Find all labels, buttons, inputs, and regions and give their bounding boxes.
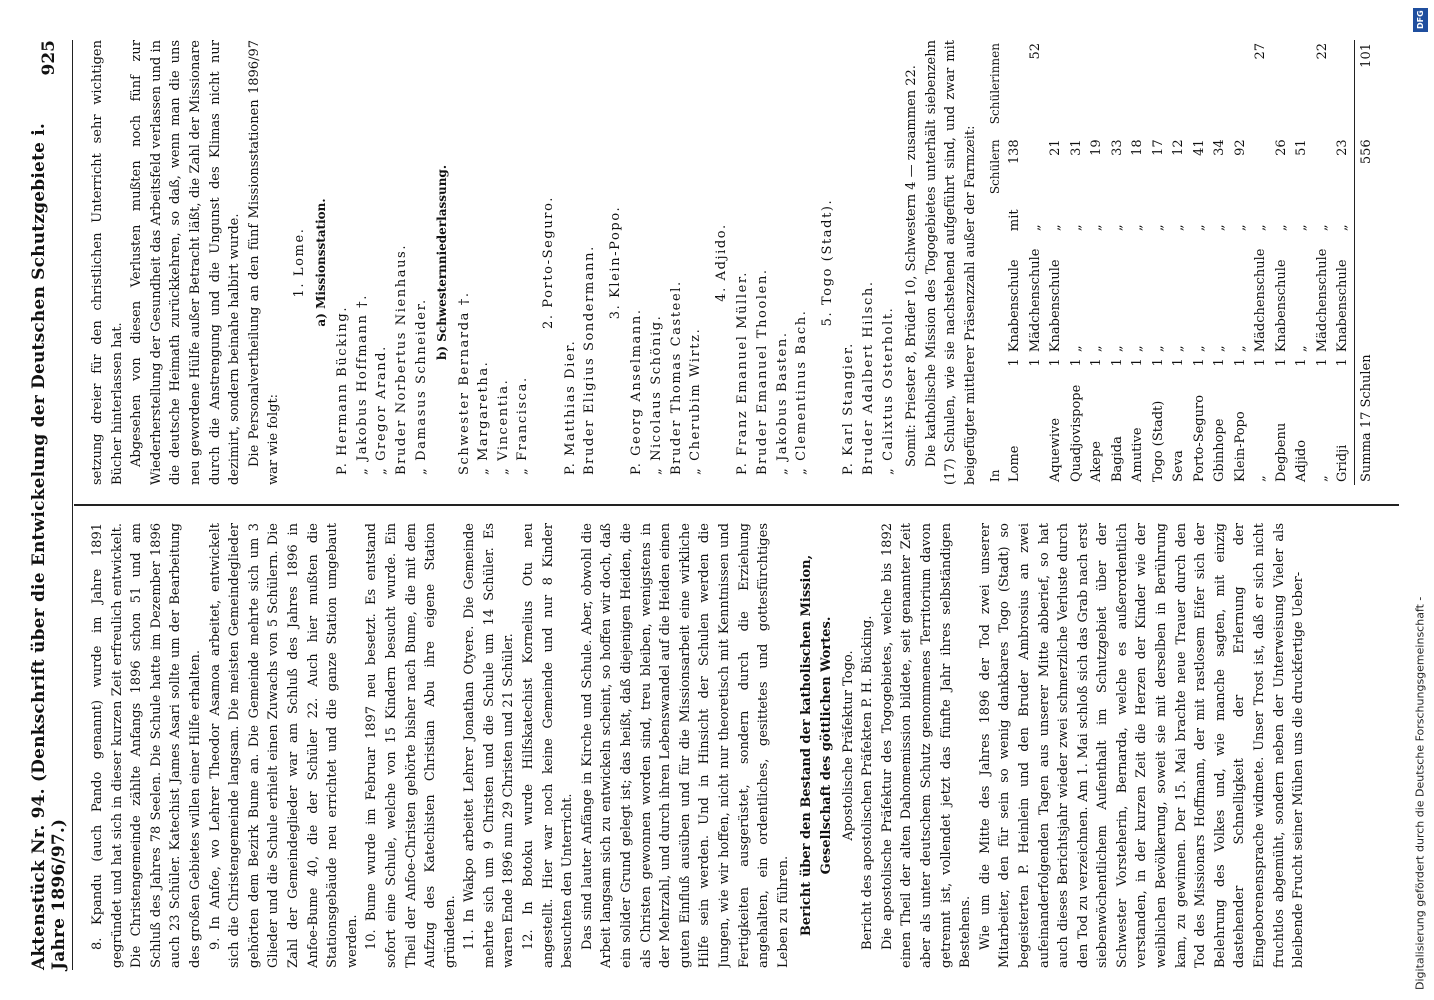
person-name: „ Francisca. [515, 376, 531, 475]
school-type: „ [1150, 345, 1166, 353]
school-place: Adjido [1294, 439, 1310, 482]
school-mit: „ [1232, 224, 1248, 232]
school-count: 1 [1232, 358, 1248, 367]
person-name: P. Hermann Bücking. [335, 305, 351, 475]
school-mit: „ [1294, 224, 1310, 232]
report-line: Bericht des apostolischen Präfekten P. H. Bücking. [860, 615, 876, 950]
school-boys: 19 [1089, 139, 1105, 156]
school-mit: „ [1130, 224, 1146, 232]
school-count: 1 [1335, 358, 1351, 367]
paragraph-summary: Das sind lauter Anfänge in Kirche und Schule. Aber, obwohl die Arbeit langsam sich zu entwickeln scheint, so hoffen wir doch, daß ein solider Grund gelegt ist; das heißt, daß diejenigen Heiden, die als Christen gewonnen worden sind, treu bleiben, wenigstens in der Mehrzahl, und durch ihren Lebenswandel auf die Heiden einen guten Einfluß ausüben und für die Missionsarbeit eine wirkliche Hilfe sein werden. Und in Hinsicht der Schulen werden die Jungen, wie wir hoffen, nicht nur theoretisch mit Kenntnissen und Fertigkeiten ausgerüstet, sondern durch die Erziehung angehalten, ein ordentliches, gesittetes und gottesfürchtiges Leben zu führen. [579, 523, 791, 968]
school-place: „ [1314, 475, 1330, 482]
table-row [1210, 40, 1231, 485]
paragraph-personnel-loss: Abgesehen von diesen Verlusten mußten noch fünf zur Wiederherstellung der Gesundheit das Arbeitsfeld verlassen und in die deutsche Heimath zurückkehren, so daß, wenn man die uns neu gewordene Hülfe außer Betracht läßt, die Zahl der Missionare durch die Anstrengung und die Ungunst des Klimas nicht nur dezimirt, sondern beinahe halbirt wurde. [129, 40, 243, 485]
school-count: 1 [1212, 358, 1228, 367]
table-row [1272, 40, 1293, 485]
station-heading-togo-stadt: 5. Togo (Stadt). [819, 198, 835, 327]
school-type: Knabenschule [1335, 259, 1351, 353]
school-mit: „ [1027, 224, 1043, 232]
table-row [1169, 40, 1190, 485]
header-schueler: Schülern [987, 139, 1002, 195]
school-type: Mädchenschule [1027, 248, 1043, 353]
schools-table [985, 40, 1378, 485]
table-row [1128, 40, 1149, 485]
table-row [1231, 40, 1252, 485]
school-place: Amutive [1130, 427, 1146, 482]
school-mit: „ [1314, 224, 1330, 232]
table-row [1005, 40, 1026, 485]
table-row [1313, 40, 1334, 485]
school-place: Degbenu [1273, 422, 1289, 482]
school-type: Mädchenschule [1314, 248, 1330, 353]
station-heading-adjido: 4. Adjido. [713, 223, 729, 302]
school-girls [1149, 40, 1170, 136]
paragraph-kpandu: 8. Kpandu (auch Pando genannt) wurde im Jahre 1891 gegründet und hat sich in dieser kurzen Zeit erfreulich entwickelt. Die Christengemeinde zählte Anfangs 1896 schon 51 und am Schluß des Jahres 78 Seelen. Die Schule hatte im Dezember 1896 auch 23 Schüler. Katechist James Asari sollte um der Bearbeitung des großen Gebietes willen einer Hilfe erhalten. [90, 523, 203, 968]
school-count: 1 [1048, 358, 1064, 367]
page-title: Aktenstück Nr. 94. (Denkschrift über die Entwickelung der Deutschen Schutzgebiete i. Jahre 1896/97.) [29, 122, 69, 970]
paragraph-prefecture: Die apostolische Präfektur des Togogebietes, welche bis 1892 einen Theil der alten Dahomemission bildete, seit genannter Zeit aber als unter deutschem Schutz genommenes Territorium davon getrennt ist, vollendet jetzt das fünfte Jahr ihres selbständigen Bestehens. [879, 523, 974, 968]
school-count: 1 [1007, 358, 1023, 367]
school-girls [1087, 40, 1108, 136]
person-name: „ Jakobus Hoffmann †. [354, 293, 370, 475]
school-place: Porto-Seguro [1191, 394, 1207, 482]
school-girls [1046, 40, 1067, 136]
school-boys: 21 [1048, 139, 1064, 156]
table-row [1190, 40, 1211, 485]
school-girls: 27 [1253, 43, 1269, 60]
school-place: Gbinhope [1212, 418, 1228, 482]
school-type: „ [1089, 345, 1105, 353]
person-name: Bruder Emanuel Thoolen. [755, 268, 770, 475]
school-count: 1 [1150, 358, 1166, 367]
school-type: Knabenschule [1048, 259, 1064, 353]
paragraph-botoku: 12. In Botoku wurde Hilfskatechist Kornelius Otu neu angestellt. Hier war noch keine Gemeinde und nur 8 Kinder besuchten den Unterricht. [521, 523, 576, 968]
school-girls [1292, 40, 1313, 136]
sum-boys: 556 [1354, 136, 1377, 203]
paragraph-losses: Wie um die Mitte des Jahres 1896 der Tod zwei unserer Mitarbeiter, den für sein so wenig dankbares Togo (Stadt) so begeisterten P. Heinlein und den Bruder Ambrosius an zwei aufeinanderfolgenden Tagen aus unserer Mitte abberief, so hat auch dieses Berichtsjahr wieder zwei schmerzliche Verluste durch den Tod zu verzeichnen. Am 1. Mai schloß sich das Grab nach erst siebenwöchentlichem Aufenthalt im Schutzgebiet über der Schwester Vorsteherin, Bernarda, welche es außerordentlich verstanden, in der kurzen Zeit die Herzen der Kinder wie der weiblichen Bevölkerung, soweit sie mit derselben in Berührung kam, zu gewinnen. Der 15. Mai brachte neue Trauer durch den Tod des Missionars Hoffmann, der mit rastlosem Eifer sich der Belehrung des Volkes und, wie manche sagten, mit einzig dastehender Schnelligkeit der Erlernung der Eingeborenensprache widmete. Unser Trost ist, daß er sich nicht fruchtlos abgemüht, sondern neben der Unterweisung Vieler als bleibende Frucht seiner Mühen uns die druckfertige Ueber- [977, 523, 1307, 968]
school-count: 1 [1109, 358, 1125, 367]
left-column [88, 523, 1403, 968]
school-type: „ [1171, 345, 1187, 353]
school-type: „ [1294, 345, 1310, 353]
school-mit: „ [1171, 224, 1187, 232]
dfg-logo-icon: DFG [1413, 8, 1428, 32]
paragraph-continuation: setzung dreier für den christlichen Unterricht sehr wichtigen Bücher hinterlassen hat. [90, 40, 125, 485]
table-header-row [985, 40, 1006, 485]
school-boys: 34 [1212, 139, 1228, 156]
section-heading: Bericht über den Bestand der katholischen Mission, Gesellschaft des göttlichen Wortes. [799, 554, 834, 937]
school-boys: 23 [1335, 139, 1351, 156]
person-name: Schwester Bernarda †. [456, 291, 472, 475]
paragraph-personnel-intro: Die Personalvertheilung an den fünf Missionsstationen 1896/97 war wie folgt: [246, 40, 282, 485]
school-boys [1026, 136, 1047, 203]
school-mit: „ [1273, 224, 1289, 232]
school-boys: 12 [1171, 139, 1187, 156]
station-heading-lome: 1. Lome. [291, 227, 307, 298]
list-lome-sisters [455, 40, 533, 485]
sum-label: Summa 17 Schulen [1354, 203, 1377, 485]
school-boys: 138 [1007, 139, 1023, 165]
person-name: „ Jakobus Basten. [774, 331, 790, 475]
school-girls [1190, 40, 1211, 136]
person-name: „ Nicolaus Schönig. [649, 314, 665, 475]
table-row [1149, 40, 1170, 485]
person-name: Bruder Eligius Sondermann. [582, 245, 598, 475]
school-count: 1 [1314, 358, 1330, 367]
school-mit: „ [1068, 224, 1084, 232]
school-count: 1 [1273, 358, 1289, 367]
school-type: Knabenschule [1273, 259, 1289, 353]
school-boys: 17 [1150, 139, 1166, 156]
school-boys: 18 [1130, 139, 1146, 156]
person-name: Bruder Thomas Casteel. [668, 280, 684, 475]
school-place: Klein-Popo [1232, 411, 1248, 482]
school-place [1026, 371, 1047, 485]
table-row [1067, 40, 1088, 485]
school-place: Bagida [1109, 436, 1125, 482]
school-girls [1272, 40, 1293, 136]
page-header [28, 40, 73, 970]
school-type: „ [1109, 345, 1125, 353]
school-mit: „ [1212, 224, 1228, 232]
school-count: 1 [1068, 358, 1084, 367]
person-name: „ Clementinus Bach. [794, 309, 810, 475]
schools-table-body [1005, 40, 1354, 485]
school-mit: „ [1253, 224, 1269, 232]
school-mit: „ [1089, 224, 1105, 232]
list-lome-mission [333, 40, 431, 485]
school-type: „ [1212, 345, 1228, 353]
school-place: Akepe [1089, 441, 1105, 482]
school-boys: 51 [1294, 139, 1310, 156]
school-boys [1313, 136, 1334, 203]
person-name: Bruder Adalbert Hilsch. [860, 280, 876, 475]
school-boys: 41 [1191, 139, 1207, 156]
school-count: 1 [1253, 358, 1269, 367]
table-row [1026, 40, 1047, 485]
school-boys: 33 [1109, 139, 1125, 156]
school-type: „ [1068, 345, 1084, 353]
sum-girls: 101 [1354, 40, 1377, 136]
school-girls [1108, 40, 1129, 136]
list-porto-seguro [561, 40, 600, 485]
school-mit: „ [1048, 224, 1064, 232]
school-girls: 52 [1027, 43, 1043, 60]
person-name: „ Vincentia. [495, 378, 511, 475]
table-row [1251, 40, 1272, 485]
school-type: Knabenschule [1007, 259, 1023, 353]
school-count: 1 [1294, 358, 1310, 367]
school-girls [1210, 40, 1231, 136]
section-subheading: Apostolische Präfektur Togo. [840, 650, 856, 841]
school-girls [1333, 40, 1354, 136]
school-type: Mädchenschule [1253, 248, 1269, 353]
list-klein-popo [627, 40, 705, 485]
person-name: „ Cherubim Wirtz. [688, 327, 704, 475]
paragraph-anfoe: 9. In Anfoe, wo Lehrer Theodor Asamoa arbeitet, entwickelt sich die Christengemeinde langsam. Die meisten Gemeindeglieder gehörten dem Bezirk Bume an. Die Gemeinde mehrte sich um 3 Glieder und die Schule erhielt einen Zuwachs von 5 Schülern. Die Zahl der Gemeindeglieder war am Schluß des Jahres 1896 in Anfoe-Bume 40, die der Schüler 22. Auch hier mußten die Stationsgebäude neu errichtet und die ganze Station umgebaut werden. [207, 523, 360, 968]
paragraph-bume: 10. Bume wurde im Februar 1897 neu besetzt. Es entstand sofort eine Schule, welche von 15 Kindern besucht wurde. Ein Theil der Anfoe-Christen gehörte bisher nach Bume, die mit dem Aufzug des Katechisten Christian Abu ihre eigene Station gründeten. [364, 523, 458, 968]
table-row [1046, 40, 1067, 485]
school-girls [1067, 40, 1088, 136]
subheading-mission-station: a) Missionsstation. [313, 198, 328, 327]
school-count: 1 [1027, 358, 1043, 367]
school-type: „ [1191, 345, 1207, 353]
station-heading-porto-seguro: 2. Porto-Seguro. [541, 195, 557, 330]
person-name: „ Gregor Arand. [374, 345, 390, 475]
personnel-summary: Somit: Priester 8, Brüder 10, Schwestern 4 — zusammen 22. [904, 65, 920, 467]
person-name: „ Calixtus Osterholt. [880, 306, 896, 475]
table-row [1087, 40, 1108, 485]
school-boys: 92 [1232, 139, 1248, 156]
school-type: „ [1130, 345, 1146, 353]
school-type: „ [1232, 345, 1248, 353]
list-adjido [733, 40, 811, 485]
page-number: 925 [39, 40, 60, 76]
station-heading-klein-popo: 3. Klein-Popo. [607, 205, 623, 320]
person-name: Bruder Norbertus Nienhaus. [393, 243, 409, 475]
school-boys: 26 [1273, 139, 1289, 156]
person-name: P. Georg Anselmann. [629, 308, 645, 475]
digitization-stamp: Digitalisierung gefördert durch die Deutsche Forschungsgemeinschaft - [1413, 596, 1427, 990]
school-mit: „ [1109, 224, 1125, 232]
list-togo-stadt [839, 40, 898, 485]
table-row [1333, 40, 1354, 485]
school-place: Gridji [1335, 444, 1351, 482]
school-place: Lome [1007, 445, 1023, 482]
person-name: P. Matthias Dier. [562, 339, 578, 475]
school-place: Seva [1171, 450, 1187, 482]
school-girls: 22 [1314, 43, 1330, 60]
school-count: 1 [1191, 358, 1207, 367]
school-place: „ [1253, 475, 1269, 482]
school-place: Aquewive [1048, 417, 1064, 482]
school-girls [1169, 40, 1190, 136]
school-count: 1 [1130, 358, 1146, 367]
paragraph-wakpo: 11. In Wakpo arbeitet Lehrer Jonathan Otyere. Die Gemeinde mehrte sich um 9 Christen und die Schule um 14 Schüler. Es waren Ende 1896 nun 29 Christen und 21 Schüler. [462, 523, 517, 968]
school-count: 1 [1089, 358, 1105, 367]
table-row [1292, 40, 1313, 485]
rotated-page [8, 10, 1408, 990]
school-girls [1231, 40, 1252, 136]
table-sum-row [1354, 40, 1377, 485]
school-mit: „ [1191, 224, 1207, 232]
school-count: 1 [1171, 358, 1187, 367]
column-divider [74, 505, 1399, 507]
person-name: „ Margaretha. [476, 360, 492, 475]
school-boys [1251, 136, 1272, 203]
subheading-sisters: b) Schwesternniederlassung. [435, 164, 450, 361]
person-name: P. Franz Emanuel Müller. [735, 270, 751, 475]
school-mit: mit [1007, 209, 1023, 232]
school-mit: „ [1335, 224, 1351, 232]
right-column [88, 40, 1403, 485]
school-boys: 31 [1068, 139, 1084, 156]
paragraph-schools-intro: Die katholische Mission des Togogebietes unterhält siebenzehn (17) Schulen, wie sie nachstehend aufgeführt sind, und zwar mit beigefügter mittlerer Präsenzzahl außer der Farmzeit: [923, 40, 978, 485]
school-place: Quadjovispope [1068, 384, 1084, 482]
school-girls [1005, 40, 1026, 136]
table-row [1108, 40, 1129, 485]
person-name: P. Karl Stangier. [841, 342, 857, 475]
school-girls [1128, 40, 1149, 136]
person-name: „ Damasus Schneider. [413, 298, 429, 475]
school-mit: „ [1150, 224, 1166, 232]
school-place: Togo (Stadt) [1150, 400, 1166, 482]
header-schuelerinnen: Schülerinnen [987, 43, 1002, 125]
header-in: In [987, 469, 1002, 482]
